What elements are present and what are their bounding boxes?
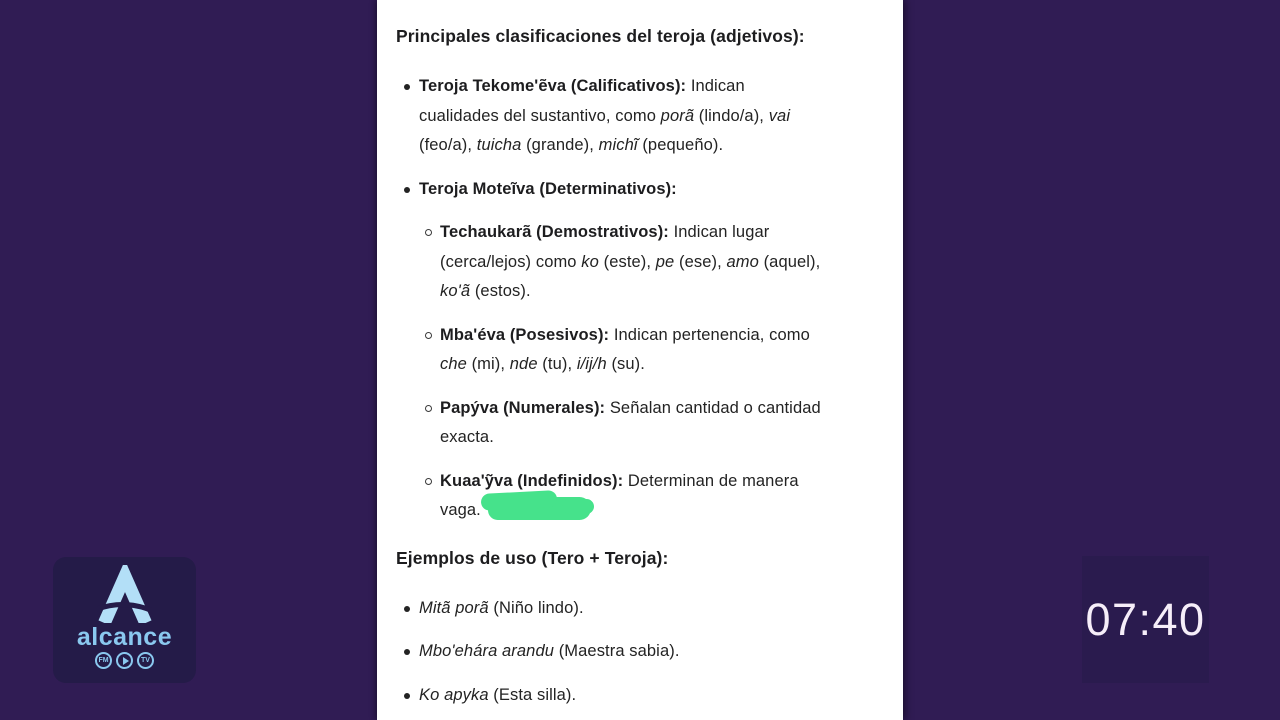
bullet-marker [424,321,440,380]
text-run: exacta. [440,428,494,446]
text-run: (Niño lindo). [488,598,584,617]
text-line [419,102,790,132]
text-line [440,248,820,278]
text-run: pe [655,252,675,271]
bullet-text [419,594,584,624]
text-run: ko [581,252,599,271]
bullet-marker [403,594,419,624]
bullet-text [419,175,677,205]
fm-badge [95,652,112,669]
list-item [396,594,903,624]
circle-bullet-icon [425,478,432,485]
text-line [419,175,677,205]
text-line [419,72,790,102]
text-line [440,321,810,351]
bullet-marker [403,72,419,161]
text-run: (su). [606,355,645,373]
text-run: (este), [598,252,656,271]
tv-badge [137,652,154,669]
text-line [440,394,821,424]
text-run: Ko apyka [419,685,489,704]
text-run: ko'ã [440,282,471,300]
text-run: (estos). [470,282,531,300]
circle-bullet-icon [425,332,432,339]
list-item [396,394,903,453]
text-run: Señalan cantidad o cantidad [605,398,821,417]
text-run: Determinan de manera [623,471,799,490]
text-line [440,496,799,526]
list-item [396,637,903,667]
text-line [440,350,810,380]
text-line [419,594,584,624]
alcance-logo [53,557,196,683]
disc-bullet-icon [404,84,410,90]
list-item [396,218,903,307]
list-item [396,321,903,380]
text-line [440,218,820,248]
text-run: cualidades del sustantivo, como [419,106,661,125]
text-line [440,467,799,497]
text-run: (Maestra sabia). [554,642,680,660]
text-run: (pequeño). [637,136,724,154]
bullet-marker [424,467,440,526]
text-run: vaga. [440,501,481,519]
bullet-text [440,321,810,380]
text-run: vai [768,106,791,125]
text-run: Techaukarã (Demostrativos): [440,223,669,241]
text-run: Papýva (Numerales): [440,398,606,417]
list-item [396,175,903,205]
content-panel [377,0,903,720]
text-line [419,637,680,667]
circle-bullet-icon [425,405,432,412]
section-heading: Ejemplos de uso (Tero + Teroja): [396,547,669,568]
text-run: Teroja Tekome'ẽva (Calificativos): [419,77,687,95]
text-run: (ese), [674,252,727,271]
text-run: Mitã porã [419,598,489,617]
bullet-text [419,681,576,711]
text-run: nde [509,355,538,373]
disc-bullet-icon [404,606,410,612]
bullet-marker [403,637,419,667]
text-run: i/ij/h [576,355,607,373]
text-run: Indican [686,77,745,95]
bullet-marker [424,394,440,453]
text-run: (cerca/lejos) como [440,252,582,271]
bullet-text [440,394,821,453]
text-run: (lindo/a), [694,106,769,125]
bullet-text [440,467,799,526]
section-heading: Principales clasificaciones del teroja (adjetivos): [396,26,805,46]
tv-badge-label: TV [141,657,150,664]
timer-value: 07:40 [1085,593,1206,645]
text-line [440,277,820,307]
bullet-marker [403,175,419,205]
highlight-mark [488,497,591,520]
list-item [396,467,903,526]
play-badge [116,652,133,669]
text-run: tuicha [476,136,522,154]
disc-bullet-icon [404,649,410,655]
text-run: amo [726,252,759,271]
text-run: michĩ [598,136,638,154]
text-run: Indican lugar [668,223,770,241]
text-run: Teroja Moteĩva (Determinativos): [419,179,677,198]
timer-overlay [1082,556,1209,683]
text-run: (aquel), [758,252,821,271]
disc-bullet-icon [404,187,410,193]
list-item [396,681,903,711]
play-icon [123,657,129,665]
text-run: (tu), [537,355,577,373]
alcance-a-icon [97,565,153,623]
badge-row [95,652,154,669]
text-line [419,131,790,161]
text-line [419,681,576,711]
text-run: (mi), [466,355,510,373]
fm-badge-label: FM [98,657,109,664]
bullet-marker [424,218,440,307]
disc-bullet-icon [404,693,410,699]
text-run: che [440,355,467,373]
text-run: Mba'éva (Posesivos): [440,325,610,344]
text-run: Indican pertenencia, como [609,325,810,344]
bullet-marker [403,681,419,711]
document-body [377,0,903,710]
bullet-text [440,218,820,307]
text-run: (feo/a), [419,136,477,154]
text-line [440,423,821,453]
bullet-text [419,637,680,667]
text-run: Mbo'ehára arandu [419,642,555,660]
list-item [396,72,903,161]
brand-name: alcance [76,623,173,651]
circle-bullet-icon [425,229,432,236]
text-run: porã [660,106,695,125]
text-run: Kuaa'ỹva (Indefinidos): [440,471,624,490]
text-run: (grande), [521,136,599,154]
text-run: (Esta silla). [488,685,577,704]
bullet-text [419,72,790,161]
